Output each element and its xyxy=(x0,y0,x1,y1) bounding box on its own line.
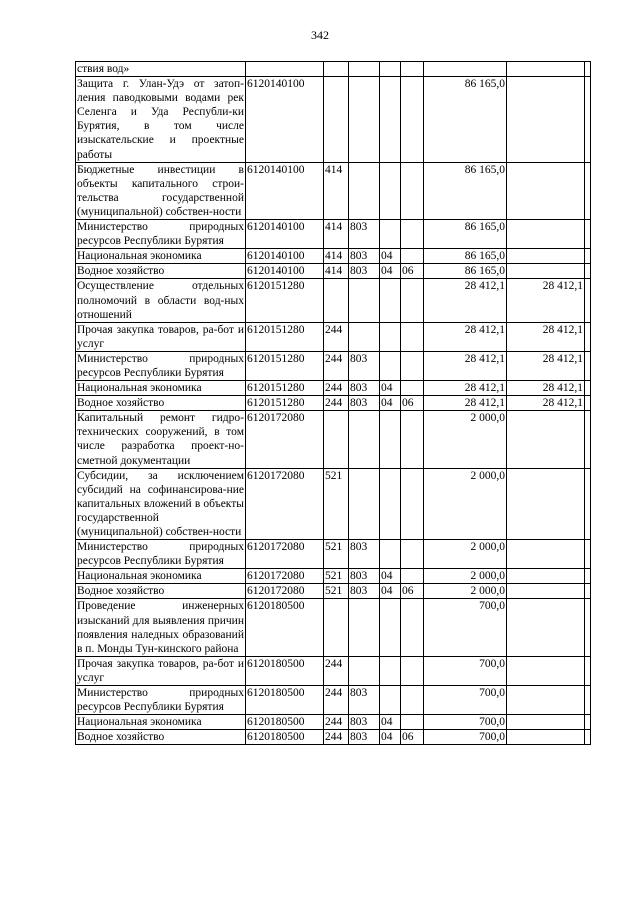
cell-amount-extra xyxy=(585,381,591,396)
cell-ministry-code: 803 xyxy=(349,569,380,584)
cell-expense-type: 414 xyxy=(324,264,349,279)
cell-ministry-code xyxy=(349,599,380,656)
cell-target-code: 6120172080 xyxy=(246,540,324,569)
table-row xyxy=(76,599,591,656)
cell-section xyxy=(380,540,401,569)
cell-amount-extra xyxy=(585,77,591,163)
cell-ministry-code xyxy=(349,411,380,468)
cell-section xyxy=(380,77,401,163)
cell-section xyxy=(380,686,401,715)
cell-section xyxy=(380,468,401,539)
cell-expense-type: 521 xyxy=(324,584,349,599)
cell-target-code: 6120151280 xyxy=(246,396,324,411)
table-row xyxy=(76,584,591,599)
cell-expense-type xyxy=(324,599,349,656)
table-row xyxy=(76,411,591,468)
cell-ministry-code: 803 xyxy=(349,220,380,249)
cell-amount-federal xyxy=(507,77,585,163)
cell-expense-type: 244 xyxy=(324,656,349,685)
cell-section xyxy=(380,351,401,380)
cell-section xyxy=(380,62,401,77)
cell-amount-federal xyxy=(507,599,585,656)
cell-amount-federal xyxy=(507,656,585,685)
cell-section: 04 xyxy=(380,569,401,584)
cell-amount-federal xyxy=(507,411,585,468)
cell-amount-federal xyxy=(507,162,585,219)
cell-target-code: 6120140100 xyxy=(246,220,324,249)
table-row xyxy=(76,322,591,351)
table-row xyxy=(76,279,591,322)
cell-target-code: 6120172080 xyxy=(246,468,324,539)
cell-section xyxy=(380,220,401,249)
cell-name: Национальная экономика xyxy=(76,569,246,584)
cell-ministry-code: 803 xyxy=(349,730,380,745)
cell-amount-federal xyxy=(507,264,585,279)
cell-amount-extra xyxy=(585,264,591,279)
cell-target-code: 6120140100 xyxy=(246,264,324,279)
cell-amount-total: 86 165,0 xyxy=(424,264,507,279)
cell-target-code: 6120151280 xyxy=(246,381,324,396)
cell-ministry-code: 803 xyxy=(349,351,380,380)
cell-expense-type: 244 xyxy=(324,715,349,730)
cell-target-code: 6120140100 xyxy=(246,77,324,163)
cell-target-code: 6120180500 xyxy=(246,656,324,685)
cell-target-code: 6120172080 xyxy=(246,569,324,584)
table-row xyxy=(76,569,591,584)
cell-target-code: 6120151280 xyxy=(246,322,324,351)
cell-amount-extra xyxy=(585,468,591,539)
cell-amount-total: 28 412,1 xyxy=(424,279,507,322)
cell-ministry-code: 803 xyxy=(349,264,380,279)
cell-amount-federal: 28 412,1 xyxy=(507,279,585,322)
table-row xyxy=(76,540,591,569)
cell-amount-extra xyxy=(585,351,591,380)
cell-amount-federal xyxy=(507,220,585,249)
cell-expense-type: 244 xyxy=(324,381,349,396)
table-row xyxy=(76,249,591,264)
cell-ministry-code: 803 xyxy=(349,381,380,396)
cell-name: ствия вод» xyxy=(76,62,246,77)
table-row xyxy=(76,77,591,163)
cell-expense-type xyxy=(324,62,349,77)
cell-amount-total: 86 165,0 xyxy=(424,77,507,163)
cell-name: Национальная экономика xyxy=(76,381,246,396)
cell-amount-extra xyxy=(585,599,591,656)
cell-section xyxy=(380,322,401,351)
cell-target-code: 6120140100 xyxy=(246,162,324,219)
cell-section xyxy=(380,411,401,468)
cell-amount-total xyxy=(424,62,507,77)
cell-name: Защита г. Улан-Удэ от затоп-ления паводковыми водами рек Селенга и Уда Республи-ки Бурятия, в том числе изыскательские и проектные работы xyxy=(77,78,244,161)
cell-amount-total: 700,0 xyxy=(424,715,507,730)
budget-table xyxy=(75,61,591,745)
table-row xyxy=(76,220,591,249)
cell-amount-federal xyxy=(507,569,585,584)
cell-amount-extra xyxy=(585,686,591,715)
cell-target-code: 6120180500 xyxy=(246,730,324,745)
cell-subsection xyxy=(401,249,424,264)
cell-amount-federal xyxy=(507,249,585,264)
cell-amount-extra xyxy=(585,279,591,322)
cell-amount-federal xyxy=(507,686,585,715)
cell-expense-type: 244 xyxy=(324,351,349,380)
cell-expense-type: 521 xyxy=(324,468,349,539)
cell-section xyxy=(380,162,401,219)
cell-subsection xyxy=(401,220,424,249)
cell-expense-type: 414 xyxy=(324,162,349,219)
cell-ministry-code: 803 xyxy=(349,715,380,730)
cell-amount-total: 700,0 xyxy=(424,656,507,685)
cell-subsection: 06 xyxy=(401,730,424,745)
cell-name: Министерство природных ресурсов Республики Бурятия xyxy=(77,541,244,568)
cell-target-code: 6120151280 xyxy=(246,279,324,322)
cell-name: Бюджетные инвестиции в объекты капитального строи-тельства государственной (муниципальной) собствен-ности xyxy=(77,163,244,218)
cell-expense-type: 244 xyxy=(324,322,349,351)
cell-target-code: 6120172080 xyxy=(246,584,324,599)
cell-subsection xyxy=(401,468,424,539)
table-row xyxy=(76,264,591,279)
cell-amount-federal xyxy=(507,730,585,745)
cell-amount-extra xyxy=(585,730,591,745)
cell-amount-extra xyxy=(585,584,591,599)
cell-amount-extra xyxy=(585,396,591,411)
cell-name: Министерство природных ресурсов Республики Бурятия xyxy=(77,352,244,379)
cell-ministry-code: 803 xyxy=(349,540,380,569)
cell-subsection: 06 xyxy=(401,584,424,599)
cell-ministry-code xyxy=(349,279,380,322)
cell-subsection xyxy=(401,62,424,77)
table-row xyxy=(76,62,591,77)
cell-expense-type: 244 xyxy=(324,686,349,715)
cell-amount-total: 700,0 xyxy=(424,730,507,745)
cell-subsection: 06 xyxy=(401,264,424,279)
cell-amount-extra xyxy=(585,411,591,468)
cell-name: Субсидии, за исключением субсидий на софинансирова-ние капитальных вложений в объекты государственной (муниципальной) собствен-ности xyxy=(77,469,244,538)
cell-amount-total: 2 000,0 xyxy=(424,569,507,584)
cell-subsection xyxy=(401,381,424,396)
cell-name: Национальная экономика xyxy=(76,715,246,730)
cell-target-code: 6120180500 xyxy=(246,686,324,715)
cell-amount-extra xyxy=(585,249,591,264)
cell-target-code: 6120180500 xyxy=(246,599,324,656)
cell-amount-federal xyxy=(507,715,585,730)
cell-amount-federal xyxy=(507,540,585,569)
cell-amount-federal xyxy=(507,584,585,599)
cell-ministry-code: 803 xyxy=(349,396,380,411)
table-row xyxy=(76,162,591,219)
cell-name: Водное хозяйство xyxy=(76,264,246,279)
cell-target-code xyxy=(246,62,324,77)
cell-name: Национальная экономика xyxy=(76,249,246,264)
cell-subsection xyxy=(401,656,424,685)
cell-amount-federal: 28 412,1 xyxy=(507,381,585,396)
cell-section: 04 xyxy=(380,396,401,411)
cell-ministry-code xyxy=(349,77,380,163)
cell-subsection xyxy=(401,322,424,351)
cell-amount-total: 2 000,0 xyxy=(424,411,507,468)
cell-name: Капитальный ремонт гидро-технических сооружений, в том числе разработка проект-но-сметной документации xyxy=(77,412,244,467)
cell-amount-federal xyxy=(507,62,585,77)
cell-target-code: 6120140100 xyxy=(246,249,324,264)
cell-subsection xyxy=(401,351,424,380)
cell-amount-extra xyxy=(585,322,591,351)
table-body xyxy=(76,62,591,745)
table-row xyxy=(76,715,591,730)
cell-amount-total: 700,0 xyxy=(424,686,507,715)
table-row xyxy=(76,381,591,396)
cell-ministry-code xyxy=(349,468,380,539)
cell-section xyxy=(380,656,401,685)
cell-amount-extra xyxy=(585,162,591,219)
cell-amount-total: 700,0 xyxy=(424,599,507,656)
cell-expense-type xyxy=(324,411,349,468)
cell-name: Водное хозяйство xyxy=(76,396,246,411)
cell-expense-type: 521 xyxy=(324,569,349,584)
table-row xyxy=(76,468,591,539)
cell-subsection xyxy=(401,411,424,468)
cell-section xyxy=(380,599,401,656)
cell-subsection xyxy=(401,599,424,656)
cell-subsection xyxy=(401,279,424,322)
cell-amount-extra xyxy=(585,220,591,249)
cell-amount-total: 2 000,0 xyxy=(424,584,507,599)
cell-name: Осуществление отдельных полномочий в области вод-ных отношений xyxy=(77,280,244,321)
cell-amount-total: 28 412,1 xyxy=(424,322,507,351)
cell-section: 04 xyxy=(380,381,401,396)
cell-target-code: 6120172080 xyxy=(246,411,324,468)
cell-ministry-code xyxy=(349,656,380,685)
cell-expense-type: 414 xyxy=(324,249,349,264)
page-number: 342 xyxy=(311,28,329,42)
cell-subsection xyxy=(401,162,424,219)
cell-amount-total: 28 412,1 xyxy=(424,396,507,411)
cell-amount-federal: 28 412,1 xyxy=(507,322,585,351)
cell-amount-total: 86 165,0 xyxy=(424,249,507,264)
cell-section: 04 xyxy=(380,249,401,264)
cell-target-code: 6120151280 xyxy=(246,351,324,380)
table-row xyxy=(76,351,591,380)
cell-name: Водное хозяйство xyxy=(76,584,246,599)
cell-amount-extra xyxy=(585,569,591,584)
cell-amount-total: 28 412,1 xyxy=(424,351,507,380)
cell-expense-type: 244 xyxy=(324,396,349,411)
cell-ministry-code: 803 xyxy=(349,249,380,264)
cell-subsection: 06 xyxy=(401,396,424,411)
cell-name: Прочая закупка товаров, ра-бот и услуг xyxy=(77,323,244,350)
cell-expense-type: 414 xyxy=(324,220,349,249)
cell-name: Министерство природных ресурсов Республики Бурятия xyxy=(77,221,244,248)
table-row xyxy=(76,396,591,411)
cell-name: Проведение инженерных изысканий для выявления причин появления наледных образований в п. Монды Тун-кинского района xyxy=(77,600,244,655)
cell-amount-extra xyxy=(585,62,591,77)
cell-expense-type: 244 xyxy=(324,730,349,745)
cell-ministry-code: 803 xyxy=(349,686,380,715)
cell-section: 04 xyxy=(380,584,401,599)
cell-amount-total: 28 412,1 xyxy=(424,381,507,396)
cell-amount-federal xyxy=(507,468,585,539)
cell-ministry-code xyxy=(349,162,380,219)
cell-name: Водное хозяйство xyxy=(76,730,246,745)
cell-expense-type xyxy=(324,279,349,322)
cell-subsection xyxy=(401,569,424,584)
cell-name: Министерство природных ресурсов Республики Бурятия xyxy=(77,687,244,714)
cell-amount-federal: 28 412,1 xyxy=(507,351,585,380)
cell-subsection xyxy=(401,540,424,569)
cell-ministry-code xyxy=(349,62,380,77)
cell-amount-total: 2 000,0 xyxy=(424,468,507,539)
table-row xyxy=(76,686,591,715)
cell-section: 04 xyxy=(380,264,401,279)
cell-subsection xyxy=(401,686,424,715)
cell-amount-extra xyxy=(585,540,591,569)
cell-ministry-code: 803 xyxy=(349,584,380,599)
cell-expense-type xyxy=(324,77,349,163)
cell-amount-extra xyxy=(585,715,591,730)
cell-subsection xyxy=(401,77,424,163)
cell-section xyxy=(380,279,401,322)
table-row xyxy=(76,730,591,745)
cell-name: Прочая закупка товаров, ра-бот и услуг xyxy=(77,657,244,684)
cell-ministry-code xyxy=(349,322,380,351)
cell-amount-federal: 28 412,1 xyxy=(507,396,585,411)
cell-amount-total: 86 165,0 xyxy=(424,220,507,249)
cell-expense-type: 521 xyxy=(324,540,349,569)
cell-section: 04 xyxy=(380,715,401,730)
table-row xyxy=(76,656,591,685)
cell-amount-extra xyxy=(585,656,591,685)
cell-target-code: 6120180500 xyxy=(246,715,324,730)
cell-subsection xyxy=(401,715,424,730)
cell-amount-total: 2 000,0 xyxy=(424,540,507,569)
cell-amount-total: 86 165,0 xyxy=(424,162,507,219)
cell-section: 04 xyxy=(380,730,401,745)
